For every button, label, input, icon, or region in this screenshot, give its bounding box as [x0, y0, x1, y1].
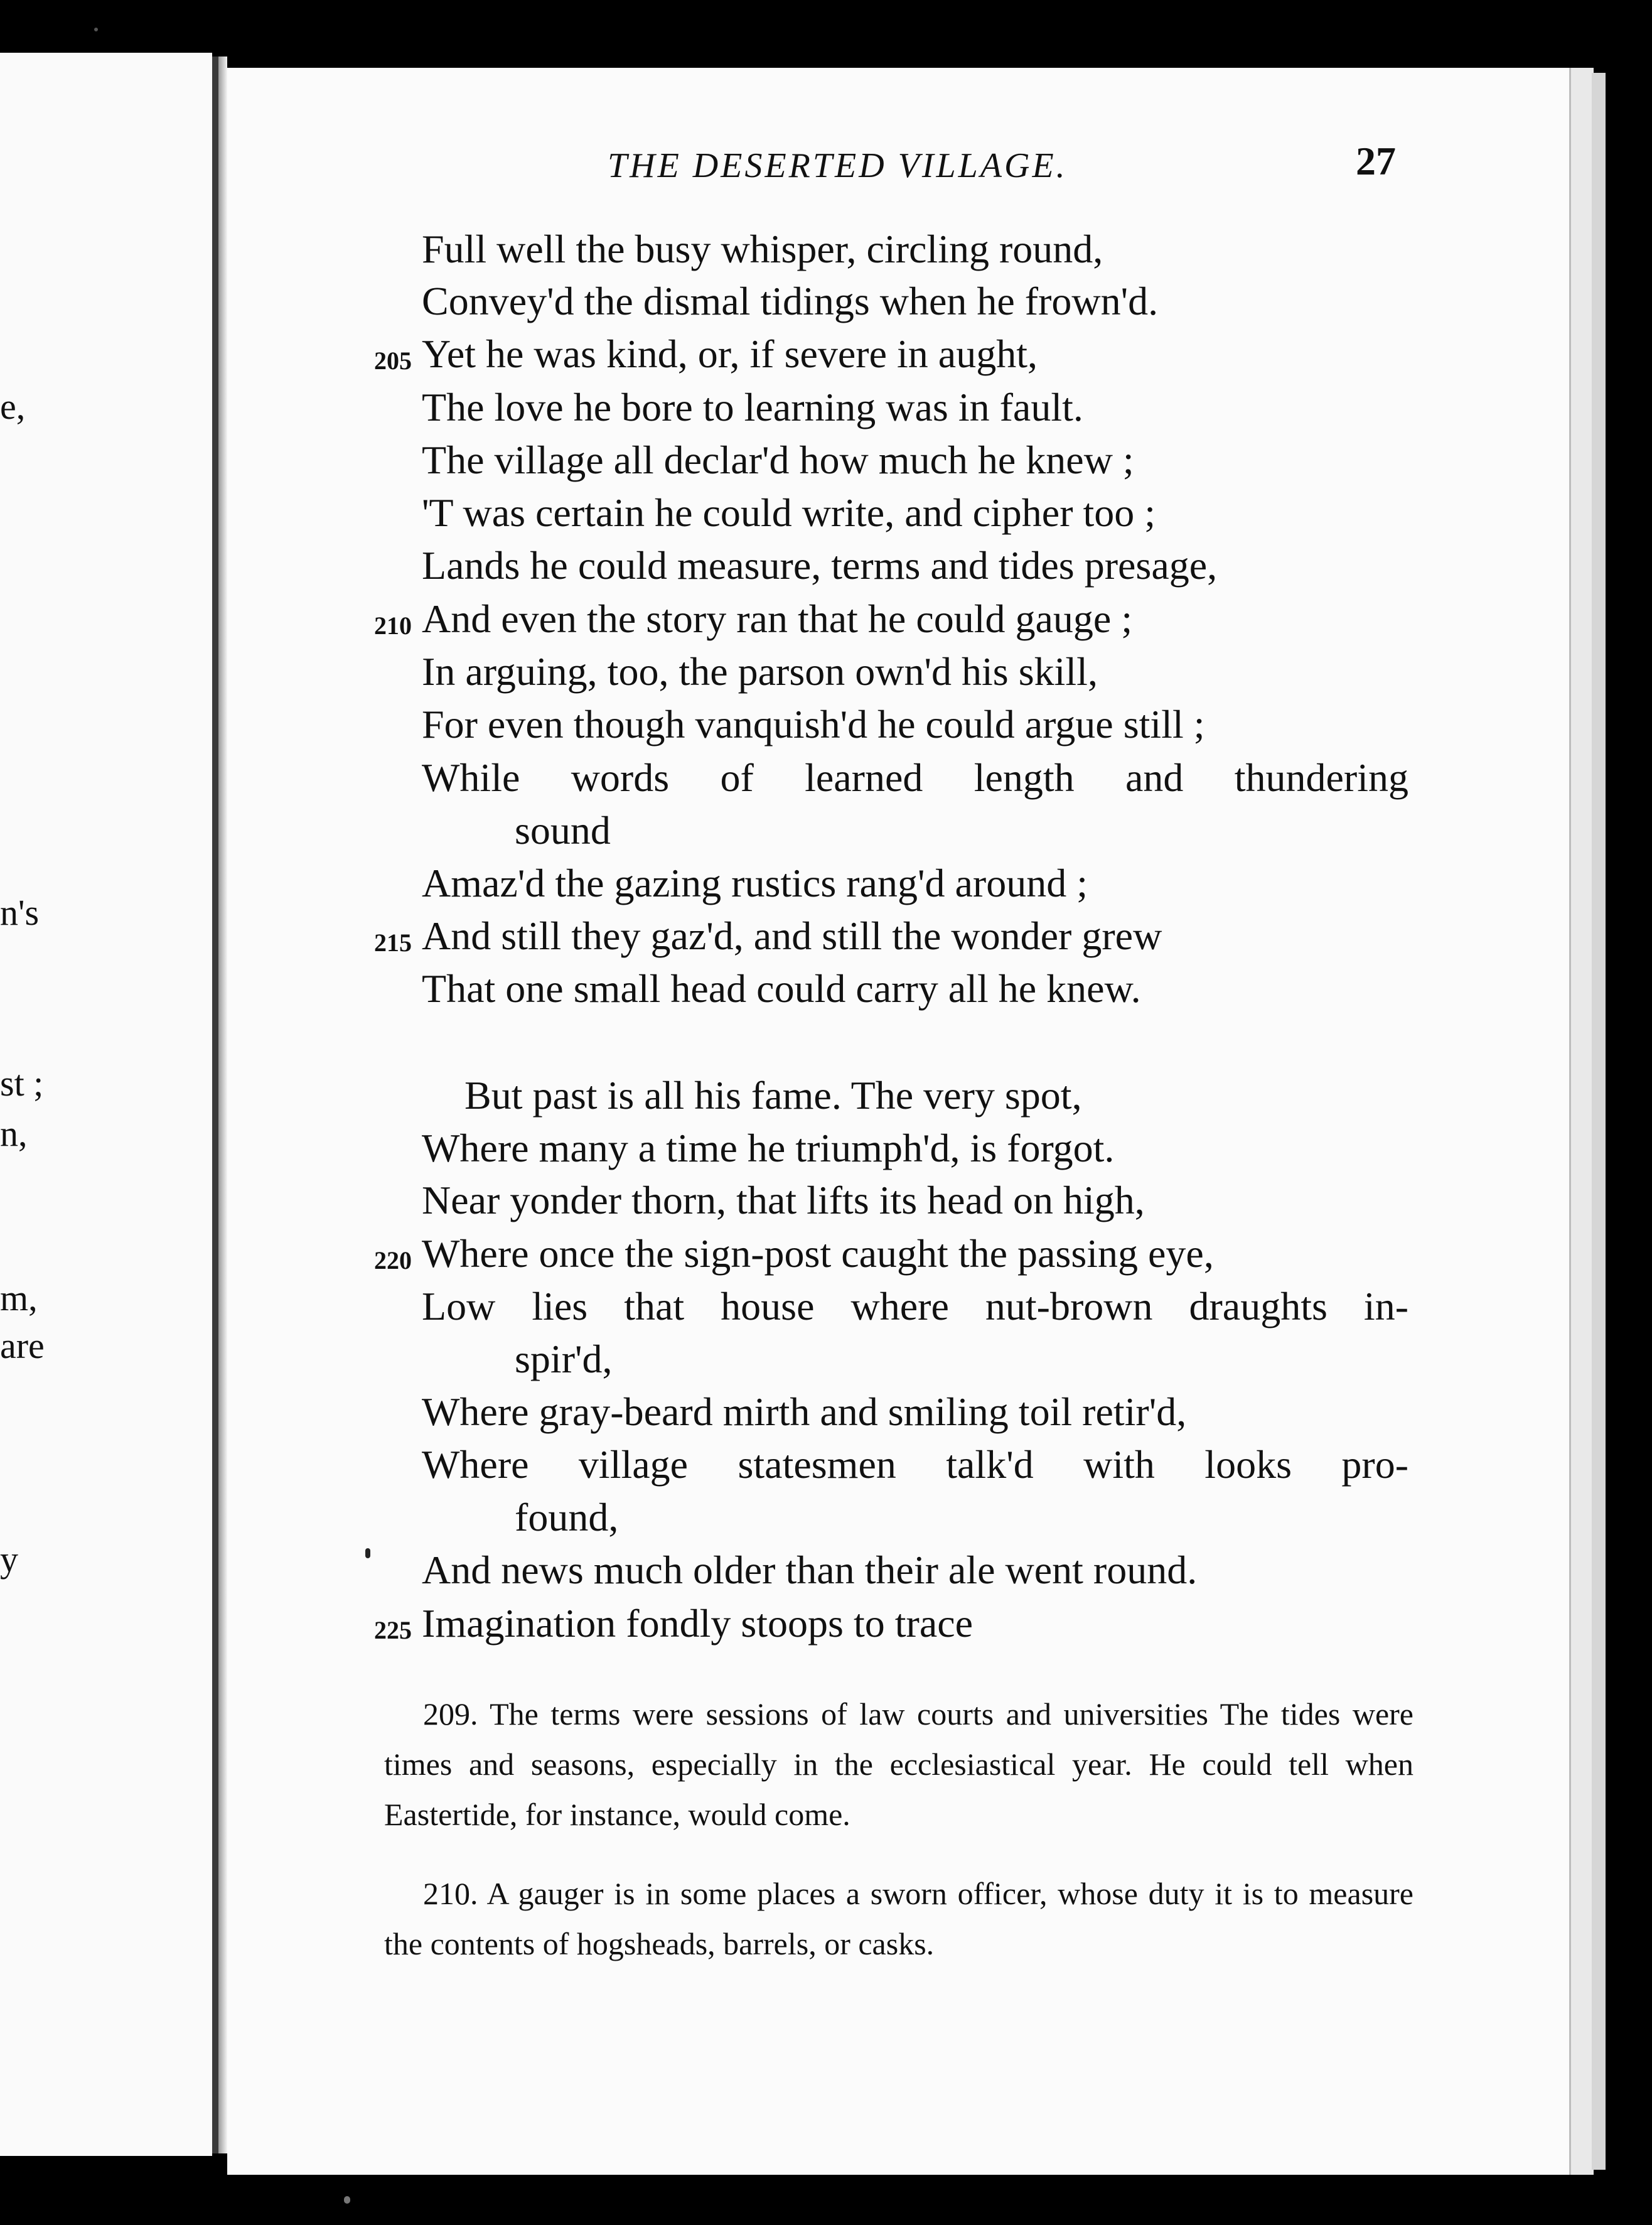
- line-number: 225: [374, 1616, 412, 1644]
- book-gutter: [212, 57, 218, 2153]
- poem-line: And still they gaz'd, and still the wonder grew: [422, 913, 1162, 958]
- left-page-fragment: e,: [0, 386, 26, 427]
- left-page-fragment: st ;: [0, 1063, 44, 1104]
- poem-line: Yet he was kind, or, if severe in aught,: [422, 331, 1038, 376]
- poem-line: 'T was certain he could write, and cipher too ;: [422, 490, 1156, 535]
- footnote-210: 210. A gauger is in some places a sworn officer, whose duty it is to measure the contents of hogsheads, barrels, or casks.: [384, 1876, 1413, 1961]
- gutter-shadow: [218, 57, 227, 2153]
- poem-line: Convey'd the dismal tidings when he frown'd.: [422, 279, 1159, 323]
- poem-line: While words of learned length and thundering: [422, 755, 1408, 800]
- poem-line: And even the story ran that he could gauge ;: [422, 596, 1133, 641]
- poem-line: For even though vanquish'd he could argue still ;: [422, 702, 1205, 746]
- left-page-fragment: n,: [0, 1113, 28, 1154]
- poem-line: Amaz'd the gazing rustics rang'd around ;: [422, 861, 1088, 905]
- poem-line: Where once the sign-post caught the passing eye,: [422, 1231, 1214, 1276]
- poem-line: Where gray-beard mirth and smiling toil retir'd,: [422, 1389, 1187, 1434]
- right-page: [227, 68, 1569, 2175]
- poem-line: The village all declar'd how much he knew ;: [422, 438, 1134, 482]
- line-number: 215: [374, 929, 412, 957]
- scan-speck: [344, 2196, 350, 2204]
- left-page-margin: [0, 53, 212, 2156]
- poem-line: Where many a time he triumph'd, is forgot.: [422, 1126, 1115, 1170]
- poem-line: The love he bore to learning was in fault.: [422, 385, 1083, 429]
- line-number: 220: [374, 1246, 412, 1274]
- poem-line: Low lies that house where nut-brown draughts in-: [422, 1284, 1408, 1328]
- ink-speck: [365, 1548, 370, 1558]
- poem-line: Near yonder thorn, that lifts its head on high,: [422, 1178, 1145, 1222]
- poem-line-continuation: spir'd,: [515, 1337, 613, 1381]
- running-head: THE DESERTED VILLAGE.: [608, 146, 1068, 185]
- page-edge: [1569, 68, 1594, 2175]
- poem-line: In arguing, too, the parson own'd his skill,: [422, 649, 1098, 694]
- line-number: 205: [374, 347, 412, 375]
- line-number: 210: [374, 611, 412, 640]
- poem-line: Where village statesmen talk'd with looks pro-: [422, 1442, 1408, 1487]
- poem-line: And news much older than their ale went round.: [422, 1548, 1198, 1592]
- page-number: 27: [1356, 139, 1396, 183]
- poem-line: That one small head could carry all he knew.: [422, 966, 1141, 1011]
- left-page-fragment: y: [0, 1539, 18, 1580]
- poem-line: Full well the busy whisper, circling round,: [422, 227, 1103, 271]
- scan-speck: [94, 28, 98, 31]
- poem-line: Lands he could measure, terms and tides presage,: [422, 543, 1218, 588]
- left-page-fragment: m,: [0, 1278, 38, 1318]
- poem-line: Imagination fondly stoops to trace: [422, 1601, 973, 1646]
- left-page-fragment: n's: [0, 892, 40, 933]
- left-page-fragment: are: [0, 1325, 45, 1366]
- poem-line-continuation: found,: [515, 1495, 619, 1539]
- footnote-209: 209. The terms were sessions of law courts and universities The tides were times and seasons, especially in the ecclesiastical year. He could tell when Eastertide, for instance, would come.: [384, 1696, 1413, 1832]
- poem-line-continuation: sound: [515, 808, 611, 853]
- poem-line: But past is all his fame. The very spot,: [464, 1073, 1082, 1118]
- page-edge-stack: [1592, 73, 1606, 2170]
